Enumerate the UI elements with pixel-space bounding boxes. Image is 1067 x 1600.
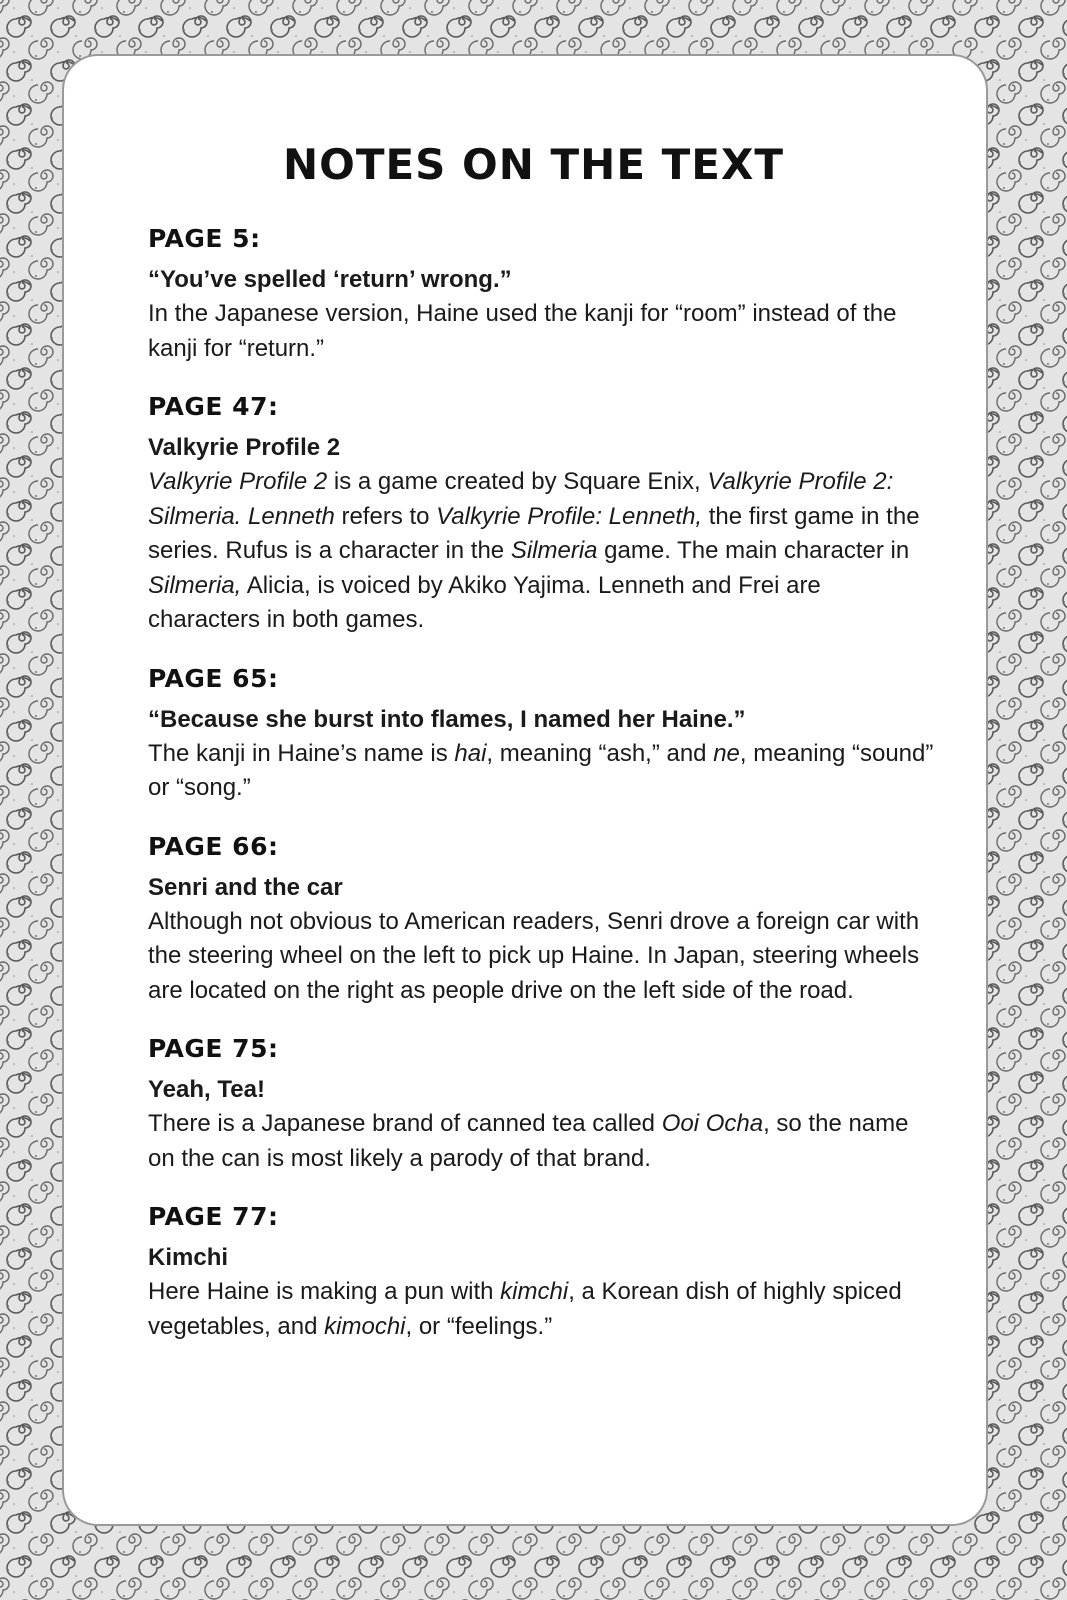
note-text: The kanji in Haine’s name is bbox=[148, 739, 455, 767]
note-page-75 bbox=[148, 1034, 938, 1176]
note-body bbox=[148, 1107, 938, 1176]
note-text-italic: kimochi bbox=[324, 1312, 406, 1340]
note-page-65 bbox=[148, 664, 938, 806]
note-page-47 bbox=[148, 392, 938, 638]
note-text: Here Haine is making a pun with bbox=[148, 1278, 501, 1305]
note-page-5 bbox=[148, 224, 938, 366]
note-page-label: PAGE 77: bbox=[148, 1202, 279, 1231]
note-text: , meaning “sound” or “song.” bbox=[148, 739, 934, 801]
note-text: , a Korean dish of highly spiced vegetables, and bbox=[148, 1278, 902, 1340]
note-page-label: PAGE 65: bbox=[148, 663, 279, 693]
note-text-italic: Lenneth bbox=[248, 502, 335, 530]
note-heading: Yeah, Tea! bbox=[148, 1076, 265, 1103]
note-text: is a game created by Square Enix, bbox=[327, 468, 708, 495]
notes-list bbox=[148, 224, 938, 1370]
note-text-italic: Valkyrie Profile: Lenneth, bbox=[436, 502, 703, 530]
note-text: In the Japanese version, Haine used the kanji for “room” instead of the kanji for “return.” bbox=[148, 300, 897, 362]
note-text-italic: kimchi bbox=[500, 1278, 569, 1305]
note-text-italic: Silmeria, bbox=[148, 571, 242, 599]
note-text-italic: Silmeria bbox=[510, 537, 598, 564]
note-body bbox=[148, 297, 938, 366]
note-page-66 bbox=[148, 832, 938, 1009]
note-heading: “You’ve spelled ‘return’ wrong.” bbox=[148, 266, 512, 293]
note-text: Alicia, is voiced by Akiko Yajima. Lenneth and Frei are characters in both games. bbox=[148, 571, 821, 633]
note-text-italic: hai bbox=[454, 739, 487, 767]
note-page-label: PAGE 66: bbox=[148, 831, 279, 861]
note-text: refers to bbox=[334, 502, 437, 530]
note-body bbox=[148, 1275, 938, 1344]
note-page-label: PAGE 47: bbox=[148, 392, 279, 421]
page-title: NOTES ON THE TEXT bbox=[282, 140, 785, 189]
note-text-italic: Ooi Ocha bbox=[661, 1110, 764, 1137]
note-text: , or “feelings.” bbox=[405, 1312, 553, 1340]
note-heading: Kimchi bbox=[148, 1244, 229, 1271]
note-text: , meaning “ash,” and bbox=[486, 739, 714, 767]
note-text: There is a Japanese brand of canned tea called bbox=[148, 1110, 662, 1137]
note-body bbox=[148, 737, 938, 806]
note-text: , so the name on the can is most likely a parody of that brand. bbox=[148, 1110, 909, 1172]
note-text-italic: ne bbox=[713, 739, 740, 767]
note-heading: Senri and the car bbox=[148, 873, 343, 901]
note-page-label: PAGE 75: bbox=[148, 1034, 279, 1063]
note-text-italic: Valkyrie Profile 2 bbox=[148, 468, 328, 495]
note-heading: “Because she burst into flames, I named her Haine.” bbox=[148, 705, 746, 733]
note-page-77 bbox=[148, 1202, 938, 1344]
note-text-italic: Valkyrie Profile 2: Silmeria. bbox=[148, 468, 894, 530]
note-body bbox=[148, 465, 938, 638]
note-heading: Valkyrie Profile 2 bbox=[148, 434, 341, 461]
note-text: Although not obvious to American readers, Senri drove a foreign car with the steering wheel on the left to pick up Haine. In Japan, steering wheels are located on the right as people drive on the left side of the road. bbox=[148, 907, 920, 1004]
note-text: game. The main character in bbox=[597, 537, 910, 564]
note-page-label: PAGE 5: bbox=[148, 224, 261, 253]
note-text: the first game in the series. Rufus is a character in the bbox=[148, 502, 920, 564]
note-body bbox=[148, 905, 938, 1009]
